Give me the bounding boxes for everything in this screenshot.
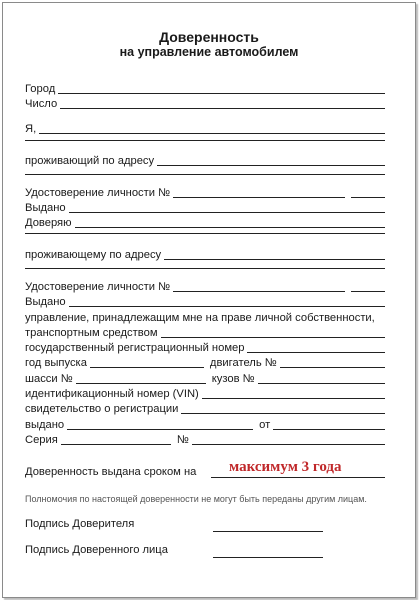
chassis-body-row [25,371,385,385]
validity-value: максимум 3 года [229,459,342,475]
principal-id-line[interactable] [173,196,345,198]
management-label: управление, принадлежащим мне на праве личной собственности, [25,312,375,324]
validity-line[interactable] [211,477,385,478]
validity-label: Доверенность выдана сроком на [25,466,197,478]
body-line[interactable] [258,382,385,384]
principal-id-line-right[interactable] [351,196,385,198]
reg-cert-line[interactable] [181,412,385,414]
attorney-address-line[interactable] [164,258,385,260]
document-page [2,2,416,598]
principal-address-label: проживающий по адресу [25,155,155,167]
chassis-line[interactable] [76,382,206,384]
vehicle-row [25,325,385,339]
attorney-signature-label: Подпись Доверенного лица [25,544,168,556]
attorney-issued-label: Выдано [25,296,66,308]
attorney-issued-row [25,294,385,308]
management-row [25,310,385,324]
attorney-address-label: проживающему по адресу [25,249,162,261]
cert-from-line[interactable] [273,428,385,430]
principal-address-line-2[interactable] [25,174,385,175]
vehicle-label: транспортным средством [25,327,158,339]
cert-issued-line[interactable] [67,428,253,430]
delegation-note: Полномочия по настоящей доверенности не могут быть переданы другим лицам. [25,494,367,504]
engine-label: двигатель № [209,357,277,369]
attorney-id-label: Удостоверение личности № [25,281,171,293]
series-label: Серия [25,434,58,446]
validity-row [25,464,211,478]
principal-name-line[interactable] [39,132,385,134]
principal-address-line[interactable] [157,164,385,166]
principal-name-line-2[interactable] [25,140,385,141]
principal-issued-label: Выдано [25,202,66,214]
city-row [25,81,385,95]
principal-signature-line[interactable] [213,531,323,532]
principal-issued-line[interactable] [69,211,385,213]
principal-label: Я, [25,123,37,135]
attorney-issued-line[interactable] [69,305,385,307]
entrust-label: Доверяю [25,217,72,229]
series-number-row [25,432,385,446]
year-engine-row [25,355,385,369]
attorney-address-row [25,247,385,261]
series-line[interactable] [61,443,171,445]
attorney-id-row [25,279,385,293]
reg-cert-row [25,401,385,415]
document-title: Доверенность [159,29,259,45]
date-line[interactable] [60,107,385,109]
principal-address-row [25,153,385,167]
date-row [25,96,385,110]
reg-number-label: государственный регистрационный номер [25,342,245,354]
entrust-line[interactable] [75,226,385,228]
cert-from-label: от [259,419,271,431]
attorney-address-line-2[interactable] [25,268,385,269]
city-label: Город [25,83,56,95]
reg-number-row [25,340,385,354]
vin-label: идентификационный номер (VIN) [25,388,199,400]
cert-issued-row [25,417,385,431]
cert-issued-label: выдано [25,419,65,431]
year-label: год выпуска [25,357,87,369]
reg-cert-label: свидетельство о регистрации [25,403,179,415]
entrust-row [25,215,385,229]
vehicle-line[interactable] [161,336,385,338]
attorney-signature-line[interactable] [213,557,323,558]
principal-issued-row [25,200,385,214]
reg-number-line[interactable] [247,351,385,353]
entrust-line-2[interactable] [25,233,385,234]
principal-id-row [25,185,385,199]
document-subtitle: на управление автомобилем [119,45,299,59]
engine-line[interactable] [280,366,385,368]
vin-line[interactable] [202,397,385,399]
date-label: Число [25,98,58,110]
principal-signature-label: Подпись Доверителя [25,518,135,530]
principal-id-label: Удостоверение личности № [25,187,171,199]
attorney-id-line-right[interactable] [351,290,385,292]
number-label: № [176,434,189,446]
year-line[interactable] [90,366,204,368]
city-line[interactable] [58,92,385,94]
principal-row [25,121,385,135]
vin-row [25,386,385,400]
chassis-label: шасси № [25,373,73,385]
attorney-id-line[interactable] [173,290,345,292]
body-label: кузов № [211,373,255,385]
number-line[interactable] [192,443,385,445]
